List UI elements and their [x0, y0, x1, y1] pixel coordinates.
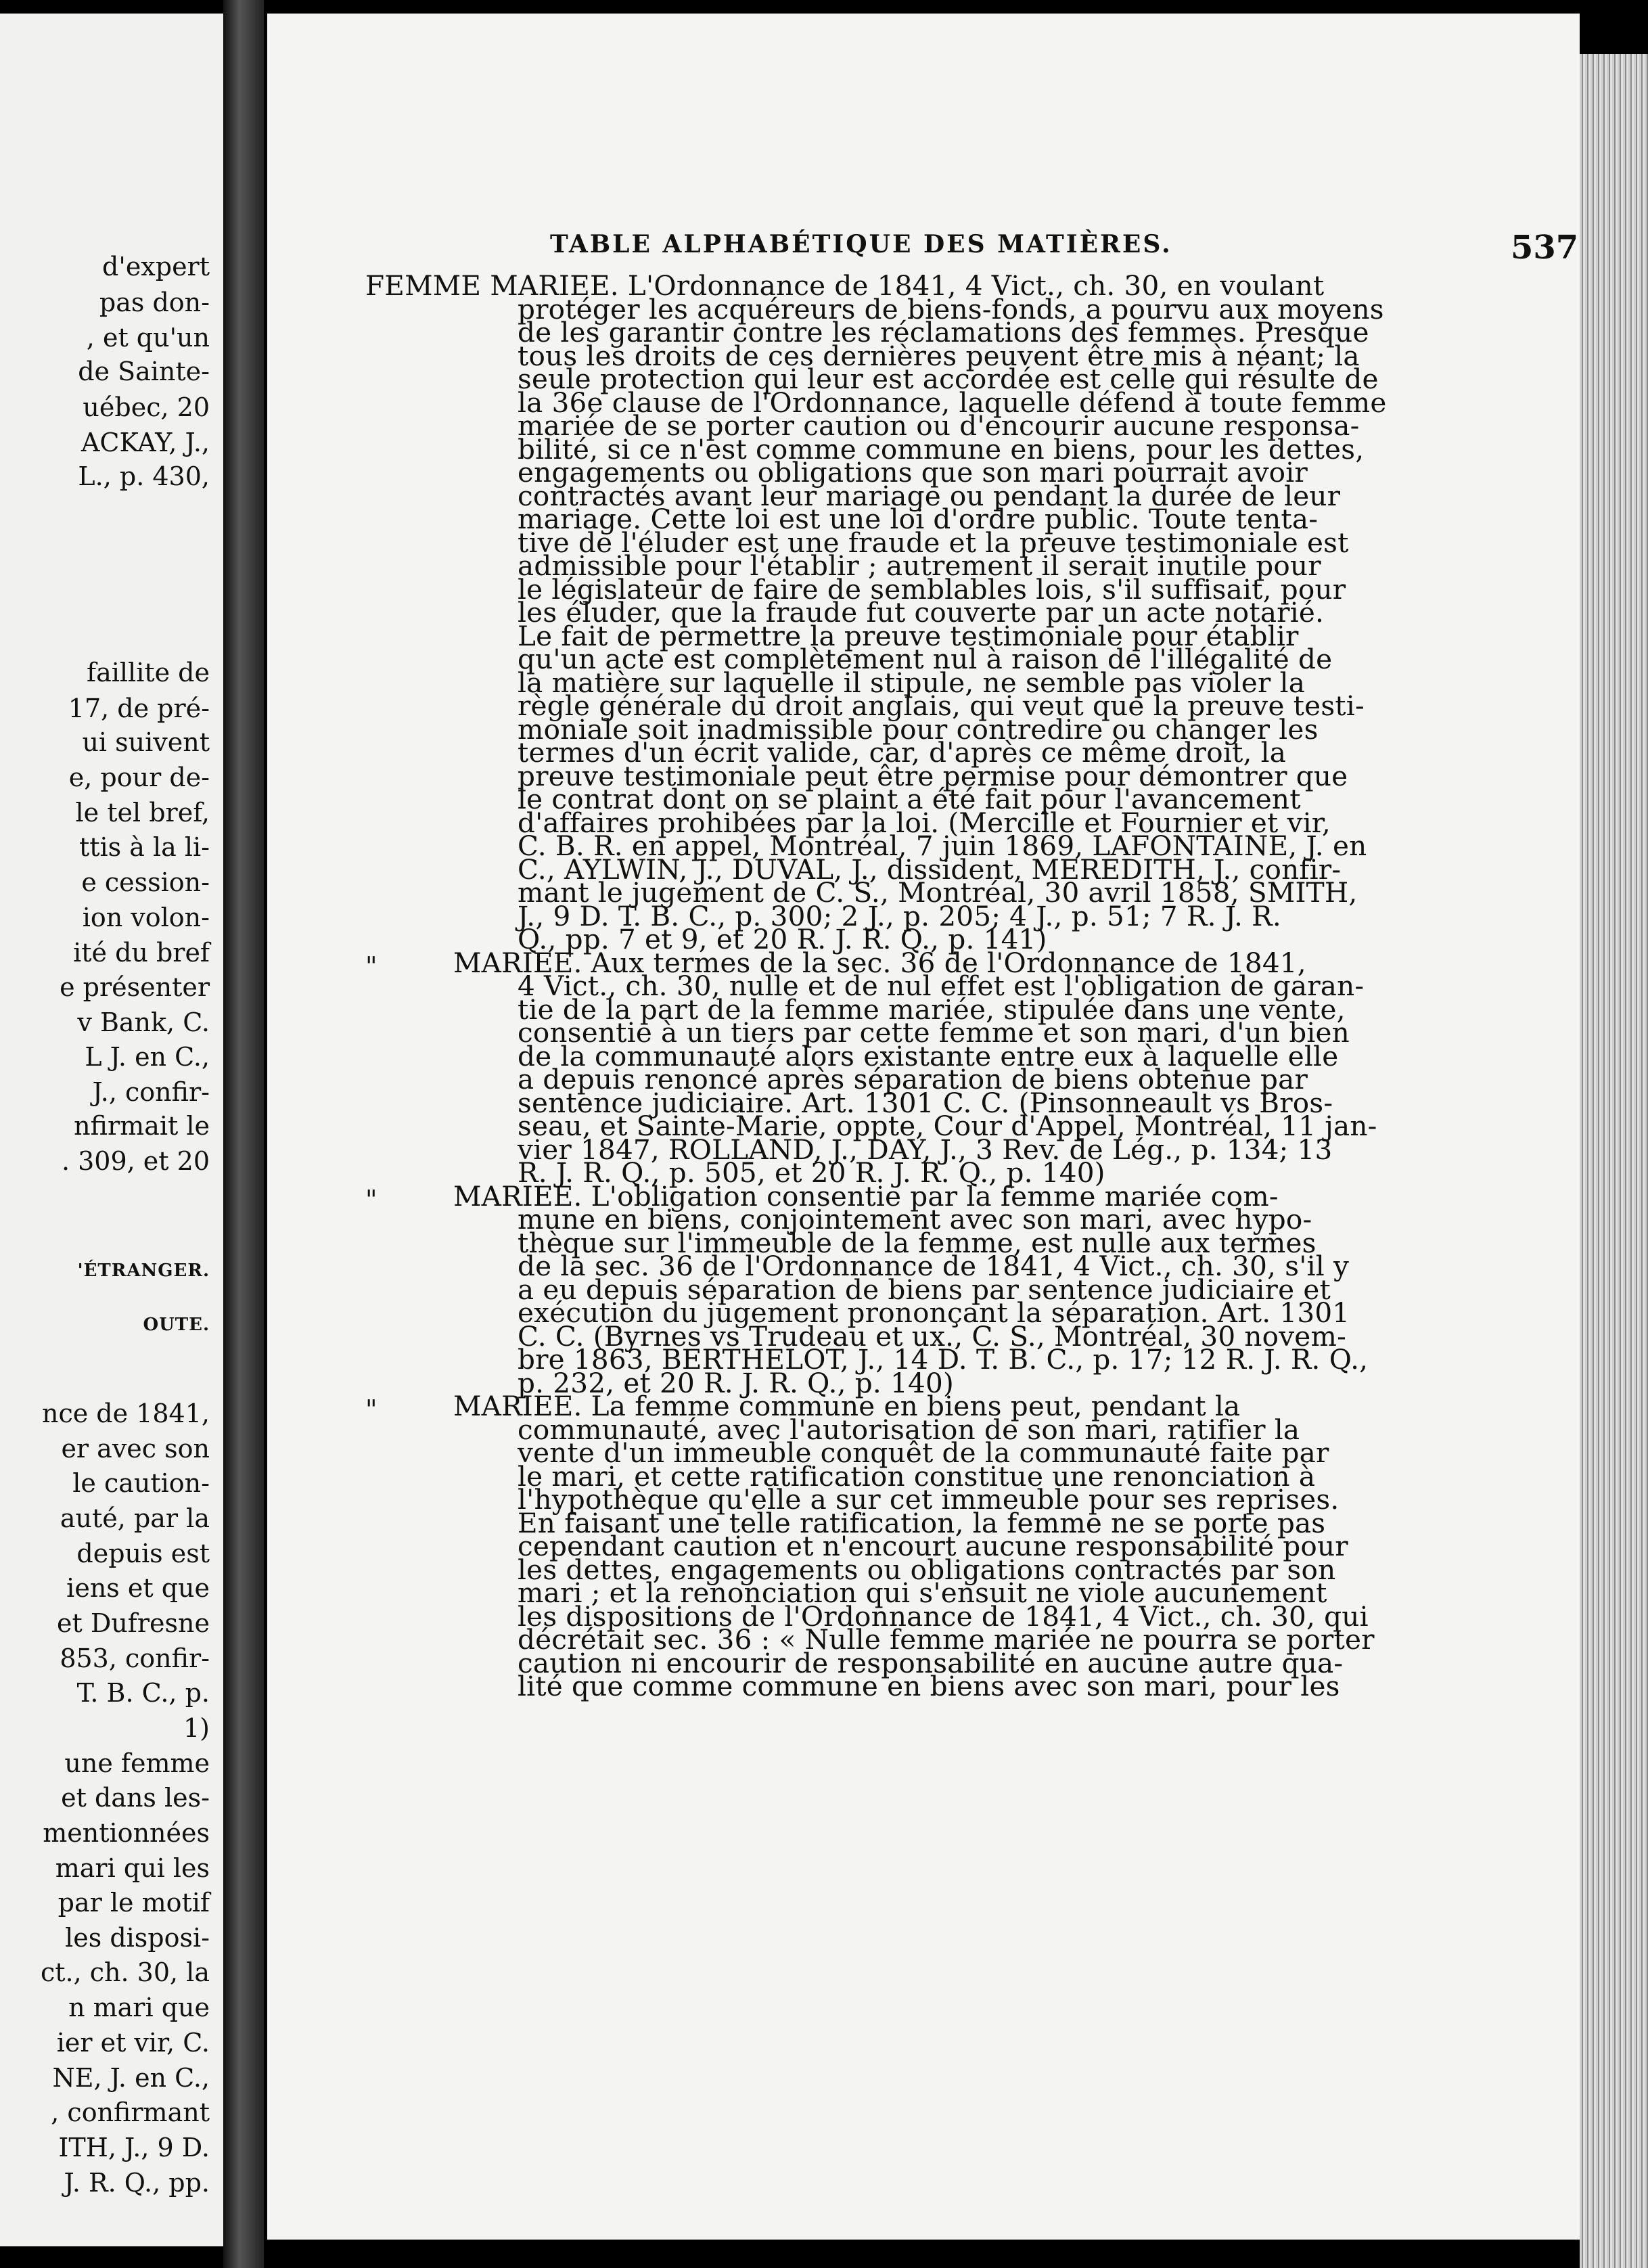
page-number: 537	[1511, 229, 1579, 267]
left-page-line: par le motif	[58, 1888, 210, 1918]
left-page-line: e, pour de-	[68, 763, 210, 792]
entry-line: consentie à un tiers par cette femme et son mari, d'un bien	[518, 1016, 1350, 1049]
left-page-line: mentionnées	[43, 1818, 210, 1848]
entry-line: les dispositions de l'Ordonnance de 1841, 4 Vict., ch. 30, qui	[518, 1600, 1369, 1633]
entry-line: Q., pp. 7 et 9, et 20 R. J. R. Q., p. 141)	[518, 923, 1047, 955]
entry-line: de les garantir contre les réclamations des femmes. Presque	[518, 316, 1369, 348]
left-page-line: pas don-	[99, 288, 210, 317]
book-gutter	[223, 0, 264, 2268]
left-page-line: une femme	[64, 1748, 210, 1778]
previous-page-fragment	[0, 14, 223, 2246]
entry-line: p. 232, et 20 R. J. R. Q., p. 140)	[518, 1366, 954, 1399]
entry-headline: MARIEE. L'obligation consentie par la femme mariée com-	[453, 1179, 1279, 1212]
left-page-line: er avec son	[61, 1434, 210, 1464]
left-page-line: J. R. Q., pp.	[64, 2168, 210, 2198]
entry-line: tie de la part de la femme mariée, stipulée dans une vente,	[518, 993, 1346, 1026]
entry-line: la matière sur laquelle il stipule, ne semble pas violer la	[518, 666, 1306, 699]
entry-line: le mari, et cette ratification constitue une renonciation à	[518, 1459, 1316, 1493]
entry-line: qu'un acte est complètement nul à raison de l'illégalité de	[518, 643, 1333, 675]
left-page-line: n mari que	[68, 1993, 210, 2022]
entry-line: thèque sur l'immeuble de la femme, est nulle aux termes	[518, 1226, 1317, 1259]
entry-line: seule protection qui leur est accordée est celle qui résulte de	[518, 363, 1379, 395]
page	[267, 14, 1580, 2240]
entry-line: C. B. R. en appel, Montréal, 7 juin 1869, LAFONTAINE, J. en	[518, 830, 1367, 862]
entry-line: communauté, avec l'autorisation de son mari, ratifier la	[518, 1413, 1300, 1446]
left-page-line: v Bank, C.	[77, 1007, 210, 1037]
left-page-line: , confirmant	[51, 2097, 210, 2127]
entries-column	[365, 269, 1570, 1702]
entry-line: 4 Vict., ch. 30, nulle et de nul effet est l'obligation de garan-	[518, 970, 1365, 1002]
entry-line: exécution du jugement prononçant la séparation. Art. 1301	[518, 1296, 1350, 1329]
entry-line: mariage. Cette loi est une loi d'ordre public. Toute tenta-	[518, 503, 1319, 535]
entry-line: vente d'un immeuble conquêt de la communauté faite par	[518, 1436, 1329, 1469]
index-entry	[365, 269, 1570, 955]
running-head: TABLE ALPHABÉTIQUE DES MATIÈRES.	[550, 230, 1172, 258]
ditto-mark: "	[365, 1394, 377, 1424]
left-page-line: 1)	[183, 1713, 210, 1743]
left-page-line: nce de 1841,	[41, 1399, 210, 1428]
left-page-line: ui suivent	[82, 727, 210, 757]
page-edges	[1580, 54, 1648, 2268]
left-page-line: 17, de pré-	[68, 694, 210, 723]
ditto-mark: "	[365, 1184, 377, 1215]
left-page-line: L J. en C.,	[85, 1042, 210, 1072]
entry-line: a eu depuis séparation de biens par sentence judiciaire et	[518, 1273, 1331, 1306]
left-page-line: le tel bref,	[75, 798, 210, 827]
left-page-line: nfirmait le	[74, 1111, 210, 1141]
left-page-line: uébec, 20	[83, 392, 210, 422]
entry-line: le contrat dont on se plaint a été fait pour l'avancement	[518, 783, 1301, 815]
entry-headline: FEMME MARIEE. L'Ordonnance de 1841, 4 Vict., ch. 30, en voulant	[365, 269, 1325, 302]
left-page-line: de Sainte-	[78, 357, 210, 386]
left-page-line: ité du bref	[73, 938, 210, 968]
left-page-line: . 309, et 20	[61, 1146, 210, 1176]
index-entry	[365, 946, 1570, 1189]
left-page-line: T. B. C., p.	[76, 1678, 210, 1708]
left-page-line: faillite de	[87, 658, 210, 687]
left-page-line: L., p. 430,	[78, 461, 210, 491]
left-page-line: , et qu'un	[86, 323, 210, 353]
left-page-line: iens et que	[66, 1573, 210, 1603]
left-page-line: e cession-	[81, 867, 210, 897]
entry-line: moniale soit inadmissible pour contredire ou changer les	[518, 712, 1319, 746]
entry-line: les éluder, que la fraude fut couverte par un acte notarié.	[518, 596, 1325, 629]
entry-line: tous les droits de ces dernières peuvent être mis à néant; la	[518, 339, 1360, 372]
entry-line: sentence judiciaire. Art. 1301 C. C. (Pinsonneault vs Bros-	[518, 1086, 1333, 1119]
left-page-line: depuis est	[76, 1539, 210, 1568]
entry-line: C., AYLWIN, J., DUVAL, J., dissident, MEREDITH, J., confir-	[518, 853, 1342, 886]
left-page-line: e présenter	[60, 972, 210, 1002]
entry-line: termes d'un écrit valide, car, d'après ce même droit, la	[518, 736, 1287, 769]
index-entry	[365, 1390, 1570, 1702]
left-page-line: ier et vir, C.	[56, 2028, 210, 2058]
entry-line: bre 1863, BERTHELOT, J., 14 D. T. B. C., p. 17; 12 R. J. R. Q.,	[518, 1343, 1369, 1376]
left-page-line: d'expert	[102, 252, 210, 281]
left-page-line: ct., ch. 30, la	[40, 1957, 210, 1987]
ditto-mark: "	[365, 951, 377, 981]
left-page-line: OUTE.	[143, 1315, 210, 1335]
entry-line: preuve testimoniale peut être permise pour démontrer que	[518, 759, 1348, 792]
index-entry	[365, 1179, 1570, 1399]
entry-line: de la communauté alors existante entre eux à laquelle elle	[518, 1039, 1339, 1072]
entry-line: bilité, si ce n'est comme commune en biens, pour les dettes,	[518, 432, 1365, 466]
entry-line: mant le jugement de C. S., Montréal, 30 avril 1858, SMITH,	[518, 876, 1358, 909]
left-page-line: mari qui les	[55, 1853, 210, 1883]
entry-line: décrétait sec. 36 : « Nulle femme mariée ne pourra se porter	[518, 1623, 1375, 1656]
entry-line: R. J. R. Q., p. 505, et 20 R. J. R. Q., p. 140)	[518, 1156, 1105, 1189]
entry-headline: MARIEE. La femme commune en biens peut, pendant la	[453, 1390, 1241, 1422]
entry-line: protéger les acquéreurs de biens-fonds, a pourvu aux moyens	[518, 292, 1384, 325]
entry-line: tive de l'éluder est une fraude et la preuve testimoniale est	[518, 526, 1349, 559]
entry-line: admissible pour l'établir ; autrement il serait inutile pour	[518, 549, 1321, 582]
entry-line: C. C. (Byrnes vs Trudeau et ux., C. S., Montréal, 30 novem-	[518, 1319, 1346, 1353]
left-page-line: auté, par la	[60, 1503, 210, 1533]
entry-line: En faisant une telle ratification, la femme ne se porte pas	[518, 1506, 1326, 1539]
left-page-line: ion volon-	[82, 903, 210, 932]
entry-line: lité que comme commune en biens avec son mari, pour les	[518, 1670, 1340, 1702]
entry-line: mariée de se porter caution ou d'encourir aucune responsa-	[518, 409, 1360, 442]
left-page-line: et dans les-	[61, 1783, 210, 1813]
left-page-line: J., confir-	[92, 1077, 210, 1107]
entry-line: l'hypothèque qu'elle a sur cet immeuble pour ses reprises.	[518, 1483, 1340, 1516]
left-page-line: ACKAY, J.,	[81, 428, 210, 457]
entry-line: d'affaires prohibées par la loi. (Mercille et Fournier et vir,	[518, 806, 1331, 839]
entry-line: de la sec. 36 de l'Ordonnance de 1841, 4 Vict., ch. 30, s'il y	[518, 1250, 1350, 1282]
left-page-line: et Dufresne	[57, 1608, 210, 1638]
entry-line: le législateur de faire de semblables lois, s'il suffisait, pour	[518, 572, 1346, 606]
entry-line: a depuis renoncé après séparation de biens obtenue par	[518, 1063, 1308, 1095]
entry-line: vier 1847, ROLLAND, J., DAY, J., 3 Rev. de Lég., p. 134; 13	[518, 1133, 1333, 1166]
entry-line: mari ; et la renonciation qui s'ensuit ne viole aucunement	[518, 1577, 1327, 1609]
entry-line: J., 9 D. T. B. C., p. 300; 2 J., p. 205; 4 J., p. 51; 7 R. J. R.	[518, 899, 1281, 932]
entry-line: Le fait de permettre la preuve testimoniale pour établir	[518, 619, 1299, 652]
left-page-line: 853, confir-	[60, 1643, 210, 1673]
left-page-line: NE, J. en C.,	[52, 2063, 210, 2093]
entry-line: règle générale du droit anglais, qui veut que la preuve testi-	[518, 689, 1365, 722]
entry-line: cependant caution et n'encourt aucune responsabilité pour	[518, 1530, 1348, 1562]
entry-line: engagements ou obligations que son mari pourrait avoir	[518, 456, 1308, 489]
entry-line: les dettes, engagements ou obligations contractés par son	[518, 1553, 1336, 1586]
entry-line: mune en biens, conjointement avec son mari, avec hypo-	[518, 1203, 1312, 1235]
left-page-line: ITH, J., 9 D.	[58, 2133, 210, 2162]
left-page-line: ttis à la li-	[78, 832, 210, 862]
left-page-line: le caution-	[72, 1468, 210, 1498]
left-page-line: les disposi-	[65, 1923, 210, 1953]
entry-line: la 36e clause de l'Ordonnance, laquelle défend à toute femme	[518, 386, 1387, 419]
entry-line: contractés avant leur mariage ou pendant la durée de leur	[518, 479, 1341, 512]
entry-line: caution ni encourir de responsabilité en aucune autre qua-	[518, 1646, 1344, 1679]
entry-headline: MARIEE. Aux termes de la sec. 36 de l'Ordonnance de 1841,	[453, 946, 1306, 979]
left-page-line: 'ÉTRANGER.	[77, 1261, 210, 1281]
entry-line: seau, et Sainte-Marie, oppte, Cour d'Appel, Montréal, 11 jan-	[518, 1110, 1377, 1142]
